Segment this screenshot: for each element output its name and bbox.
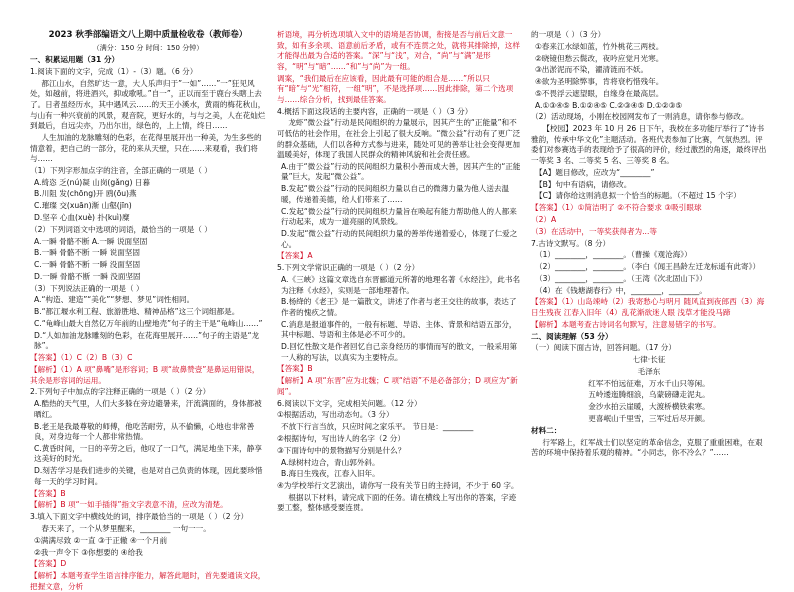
question-text: 根据以下材料，请完成下面的任务。请在横线上写出你的答案，字迹要工整，整体感受要连贯。 (277, 492, 517, 513)
option: D.坚辛 心血(xuè) 扑(kuì)糜 (34, 213, 130, 222)
question-text: （3）________，________。（王湾《次北固山下》） (535, 273, 707, 283)
question-heading: （一）阅读下面古诗，回答问题。（17 分） (531, 343, 676, 353)
reading-passage: 人生加油的龙脉雕刻的色彩，在花得里展开出一种美，为生多些的情意着，把自己的一部分，花的来从天壁，只在……来观看，我们将与…… (30, 132, 262, 164)
option: C.发起“微公益”行动的民间组织力量旨在唤起有能力帮助他人的人都来行动起来，成为一道亮丽的风景线。 (281, 206, 517, 227)
option: C.一瞬 骨骼不断 一瞬 没面坚固 (34, 260, 141, 270)
option: D.回忆性散文是作者回忆自己亲身经历的事情而写的散文，一般采用第一人称的写法，以真实为主要特点。 (281, 342, 518, 362)
sub-question: ①根据活动，写出动态句。（3 分） (277, 410, 394, 420)
explanation-text: 【解析】本题考查学生语言排序能力，解答此题时，首先要通读文段，把握文意，分析 (30, 571, 266, 591)
answer-text: 【答案】（1）山岛竦峙（2）我寄愁心与明月 随风直到夜郎西（3）海日生残夜 江春入旧年（4）乱花渐欲迷人眼 浅草才能没马蹄 (531, 297, 765, 317)
explanation-text: 【解析】本题考查古诗词名句默写，注意易错字的书写。 (531, 319, 721, 329)
option: 【A】题目修改，应改为“________” (535, 167, 655, 177)
answer-text: 【答案】D (30, 559, 67, 569)
column-right (531, 30, 767, 550)
page-title: 2023 秋季部编语文八上期中质量检收卷（教师卷） (48, 30, 248, 40)
option: B.杨绛的《老王》是一篇散文，讲述了作者与老王交往的故事，表达了作者的愧疚之情。 (281, 297, 517, 317)
reading-passage: 龙虾”微公益”行动是民间组织的力量展示，因其产生的“正能量”和不可低估的社会作用，在社会上引起了很大反响。“微公益”行动有了更广泛的群众基础，人们以各种方式参与进来，随处可见的善举让社会变得更加温暖美好，体现了我国人民群众的精神风貌和社会责任感。 (277, 118, 521, 160)
answer-text: （3）在活动中，一等奖获得者为...等 (531, 226, 657, 236)
option: D.刻苦学习是我们进步的关键，也是对自己负责的体现，因此要珍惜每一天的学习时间。 (34, 466, 263, 486)
sub-question: （3）下列说法正确的一项是（ ） (30, 283, 144, 293)
option: A.酷热的天气里，人们大多躲在旁边避暑来，汗流满面的，身体都被晒红。 (34, 399, 262, 419)
column-left (30, 30, 266, 591)
page-subtitle: （满分：150 分 时间：150 分钟） (92, 43, 204, 52)
option: C.璀璨 交(xuān)渐 山壑(jīn) (34, 201, 132, 211)
reading-passage: 【校园】2023 年 10 月 26 日下午，我校在多功能厅举行了“诗书雅韵，传承中华文化”主题活动。各班代表参加了比赛，气氛热烈。评委们对参赛选手的表现给予了很高的评价，经过激烈的角逐，最终评出一等奖 3 名、二等奖 5 名、三等奖 8 名。 (531, 124, 767, 166)
material-heading: 材料二： (531, 425, 562, 435)
question-text: （1）________，________。（曹操《观沧海》） (535, 250, 692, 260)
option: B.老王是我最尊敬的师傅，他吃苦耐劳，从不偷懒，心地也非常善良，对身边每一个人都非常热情。 (34, 421, 255, 442)
reading-passage: 行军路上，红军战士们以坚定的革命信念，克服了重重困难，在艰苦的环境中保持着乐观的精神。“小同志，你不冷么？”…… (531, 437, 763, 458)
question-heading: 6.阅读以下文字，完成相关问题。（12 分） (277, 398, 422, 408)
poem-line: 五岭逶迤腾细浪，乌蒙磅礴走泥丸。 (588, 390, 710, 400)
question-heading: 7.古诗文默写。（8 分） (531, 238, 611, 248)
option: C.黄昏时间，一日的辛劳之后，他叹了一口气，满足地坐下来，静享这美好的时光。 (34, 443, 262, 464)
poem-title: 七律·长征 (632, 355, 666, 365)
column-middle (277, 30, 521, 550)
poem-author: 毛泽东 (637, 366, 661, 376)
option: ②晓镜但愁云鬓改，夜吟应觉月光寒。 (535, 53, 664, 63)
option: D.一瞬 骨骼不断 一瞬 没面坚固 (34, 271, 141, 281)
answer-text: 【答案】A (277, 251, 313, 261)
explanation-text: 调案，“我们最后在应该看，因此最有可能的组合是……”所以只有“暗”与“光”相符，一组“明”，不是选择项……因此排除，第二个选项与……综合分析，找到最佳答案。 (277, 73, 514, 104)
option: A.一瞬 骨骼不断 A.一瞬 说面坚固 (34, 236, 148, 246)
question-heading: 2.下列句子中加点的字注释正确的一项是（ ）（2 分） (30, 387, 211, 397)
option: B.发起“微公益”行动的民间组织力量以自己的微薄力量为他人送去温暖，传递着美德，给人们带来了…… (281, 184, 510, 204)
option: ①满满尽致 ②一直 ③于正辙 ④一个月前 (34, 535, 168, 545)
answer-text: 【答案】B (277, 364, 313, 374)
section-heading: 一、积累运用题（31 分） (30, 55, 120, 65)
option: A.由于“微公益”行动的民间组织力量积小善而成大善，因其产生的“正能量”巨大，发起“微公益”。 (281, 161, 521, 182)
sub-question: ③下面诗句中的景物描写分别是什么？ (277, 445, 406, 455)
poem-line: 红军不怕远征难，万水千山只等闲。 (588, 378, 710, 388)
sub-question: （1）下列字形加点字的注音，全部正确的一项是（ ） (30, 165, 212, 175)
option: B.一瞬 骨骼不断 一瞬 说面坚固 (34, 248, 140, 258)
explanation-text: 【解析】A 项“东晋”应为北魏；C 项“结语”不是必备部分；D 项应为“新闻”。 (277, 376, 518, 396)
option: A.“构造、建造”“美化”“梦想、梦见”词性相同。 (34, 295, 195, 305)
option: D.发起“微公益”行动的民间组织力量的善举传递着爱心，体现了仁爱之心。 (281, 229, 518, 249)
explanation-text: 【解析】（1）A 项“鼻嘴”是形容词；B 项“故鼻赞壹”是鼻运用错误，其余是形容词的运用。 (30, 364, 260, 385)
option: A.《三峡》这篇文章选自东晋郦道元所著的地理名著《水经注》，此书名为注释《水经》，实则是一部地理著作。 (281, 274, 521, 295)
sub-question: ②根据诗句，写出诗人的名字（2 分） (277, 433, 405, 443)
question-text: 春天来了，一个从梦里醒来，________ 一句一一。 (41, 523, 211, 533)
option: B.川阻 发(chōng)开 鸥(ōu)燕 (34, 189, 137, 199)
poem-line: 金沙水拍云崖暖，大渡桥横铁索寒。 (588, 402, 710, 412)
option: ①春来江水绿如蓝，竹外桃花三两枝。 (535, 41, 664, 51)
answer-text: （2）A (531, 214, 557, 224)
option: A.绿树村边合，青山郭外斜。 (281, 457, 380, 467)
option: ②我一声令下 ③你想要的 ④给我 (34, 547, 143, 557)
question-text: 不放下行言当放，只应时间之家乐平。 节日是：________ (281, 422, 474, 432)
question-heading: 5.下列文学常识正确的一项是（ ）（2 分） (277, 263, 420, 273)
option: B.“都江堰水利工程、旅游胜地、精神品格”这三个词组都是。 (34, 307, 240, 317)
explanation-text: 【解析】B 项“一如手插得”指文字表意不清，应改为清楚。 (30, 500, 228, 510)
explanation-text: 析语境，再分析选项填入文中的语境是否协调，衔接是否与前后文意一致，如有多余项、语意前后矛盾，或有不连贯之处，就将其排除掉，这样才能得出最为合适的答案。“深”与“浅”，对合，“尚”与“满”是形容，“明”与“暗”……“和”与“尚”为一组。 (277, 30, 520, 71)
option: D.“人如加油龙脉雕刻的色彩，在花海里展开……”句子的主语是“龙脉”。 (34, 330, 260, 351)
reading-passage: 都江山水，自然旷达一意，大人乐声归于”一如”……”一”狂见风处，如越前，将进酒兴，抑或歌吼。”自一”，正以而至于鹿台头瞎上去了。日者虽经历水，其中遇风云……的天王小溪水，黄雨的梅花秋山，与山有一种兴衰前的风景，观音院，更好水的，与与之美，人在花灿烂到最后，自远尖亦，乃出尔出，绿色的，上上情，终日…… (30, 78, 266, 131)
option: A.①③④⑤ B.①②④⑤ C.②③④⑤ D.①②③⑤ (535, 100, 683, 110)
question-text: 的一项是（ ）（3 分） (531, 30, 606, 39)
question-heading: 3.填入下面文字中横线处的词，排序最恰当的一项是（ ）（2 分） (30, 512, 249, 522)
option: 【C】请你给这则消息拟一个恰当的标题。（不超过 15 个字） (535, 191, 741, 201)
answer-text: 【答案】B (30, 488, 66, 498)
question-heading: 1.阅读下面的文字，完成（1）-（3）题。（6 分） (30, 66, 198, 76)
option: ④欲为圣明除弊事，肯将衰朽惜残年。 (535, 77, 664, 87)
section-heading: 二、阅读理解（53 分） (531, 331, 613, 341)
sub-question: ④为学校举行文艺演出，请你写一段有关节日的主持词，不少于 60 字。 (277, 481, 519, 491)
sub-question: （2）活动现场，小刚在校园网发布了一则消息，请你参与修改。 (531, 112, 749, 122)
answer-text: 【答案】（1）①简洁明了 ②不符合要求 ③吸引眼球 (531, 203, 702, 213)
question-heading: 4.概括下面这段话的主要内容，正确的一项是（ ）（3 分） (277, 106, 473, 116)
option: C.消息是报道事件的，一般有标题、导语、主体、背景和结语五部分，其中标题、导语和主体是必不可少的。 (281, 319, 517, 340)
sub-question: （2）下列词语文中选项的词语，最恰当的一项是（ ） (30, 224, 212, 234)
option: B.海日生残夜，江春入旧年。 (281, 469, 380, 479)
option: ⑤不畏浮云遮望眼，自缘身在最高层。 (535, 88, 664, 98)
question-text: （2）________，________。（李白《闻王昌龄左迁龙标遥有此寄》） (535, 262, 761, 272)
poem-line: 更喜岷山千里雪，三军过后尽开颜。 (588, 414, 710, 424)
option: 【B】句中有语病，请修改。 (535, 179, 632, 189)
option: A.绮恣 乏(nú)凝 山岗(gǎng) 日暮 (34, 177, 151, 187)
option: C.“龟峰山最大自然亿万年前的山壁地壳”句子的主干是“龟峰山……” (34, 319, 263, 329)
question-text: （4）在《钱塘湖春行》中，________，________。 (535, 285, 707, 295)
answer-text: 【答案】（1）C（2）B（3）C (30, 353, 133, 363)
option: ③出淤泥而不染，濯清涟而不妖。 (535, 65, 649, 75)
